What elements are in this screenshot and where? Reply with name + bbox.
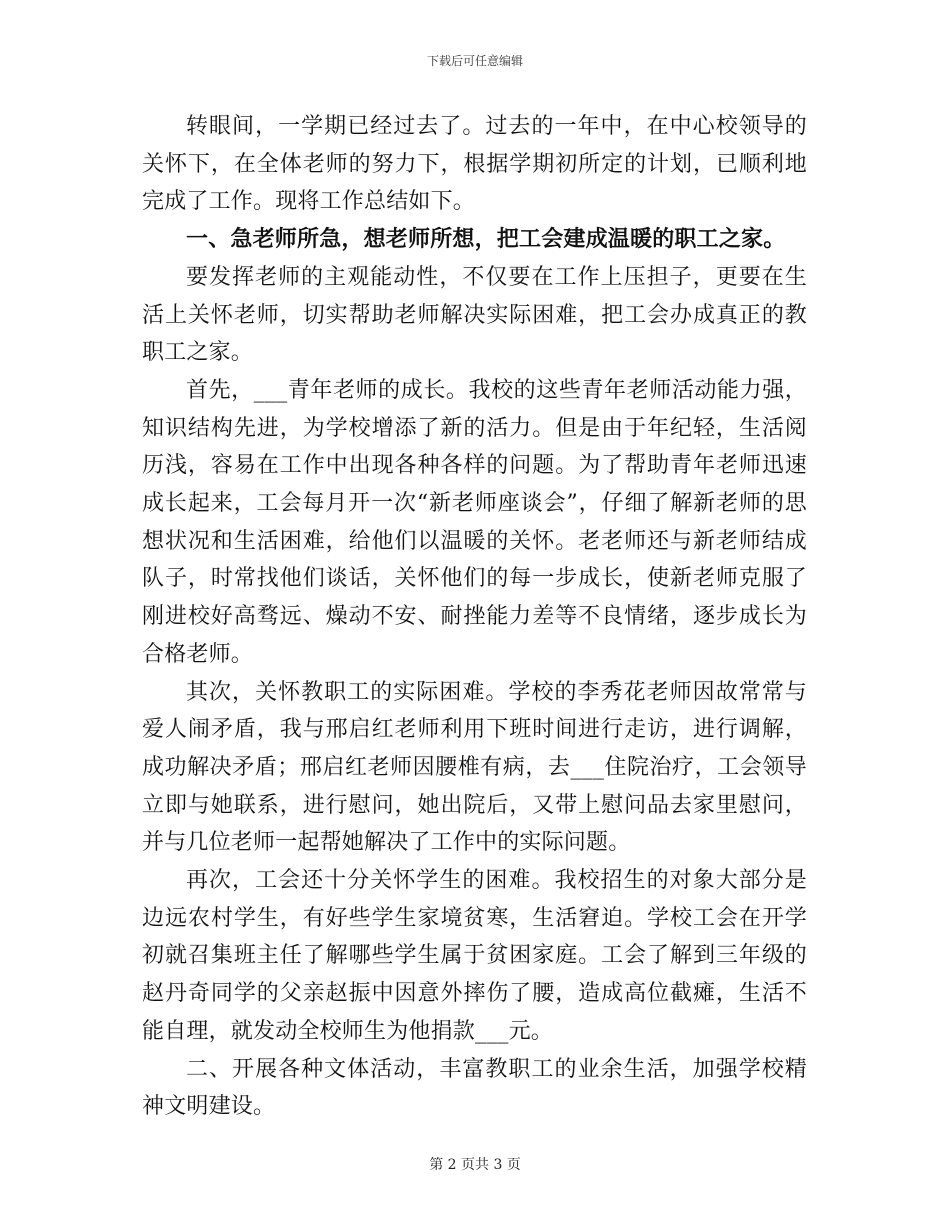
paragraph-care-teachers: 要发挥老师的主观能动性，不仅要在工作上压担子，更要在生活上关怀老师，切实帮助老师解决实际困难，把工会办成真正的教职工之家。 (142, 264, 807, 366)
page-footer: 第 2 页共 3 页 (429, 1157, 521, 1173)
page-header: 下载后可任意编辑 (426, 54, 523, 68)
document-body (142, 108, 807, 1126)
paragraph-first: 首先，___青年老师的成长。我校的这些青年老师活动能力强，知识结构先进，为学校增添了新的活力。但是由于年纪轻，生活阅历浅，容易在工作中出现各种各样的问题。为了帮助青年老师迅速成长起来，工会每月开一次“新老师座谈会”，仔细了解新老师的思想状况和生活困难，给他们以温暖的关怀。老老师还与新老师结成队子，时常找他们谈话，关怀他们的每一步成长，使新老师克服了刚进校好高骛远、燥动不安、耐挫能力差等不良情绪，逐步成长为合格老师。 (142, 377, 807, 667)
section-heading-2: 二、开展各种文体活动，丰富教职工的业余生活，加强学校精神文明建设。 (142, 1056, 807, 1120)
section-heading-1: 一、急老师所急，想老师所想，把工会建成温暖的职工之家。 (186, 226, 786, 253)
paragraph-third: 再次，工会还十分关怀学生的困难。我校招生的对象大部分是边远农村学生，有好些学生家境贫寒，生活窘迫。学校工会在开学初就召集班主任了解哪些学生属于贫困家庭。工会了解到三年级的赵丹奇同学的父亲赵振中因意外摔伤了腰，造成高位截瘫，生活不能自理，就发动全校师生为他捐款___元。 (142, 868, 807, 1044)
paragraph-second: 其次，关怀教职工的实际困难。学校的李秀花老师因故常常与爱人闹矛盾，我与邢启红老师利用下班时间进行走访，进行调解，成功解决矛盾；邢启红老师因腰椎有病，去___住院治疗，工会领导立即与她联系，进行慰问，她出院后，又带上慰问品去家里慰问，并与几位老师一起帮她解决了工作中的实际问题。 (142, 679, 807, 856)
paragraph-intro: 转眼间，一学期已经过去了。过去的一年中，在中心校领导的关怀下，在全体老师的努力下，根据学期初所定的计划，已顺利地完成了工作。现将工作总结如下。 (142, 114, 807, 215)
